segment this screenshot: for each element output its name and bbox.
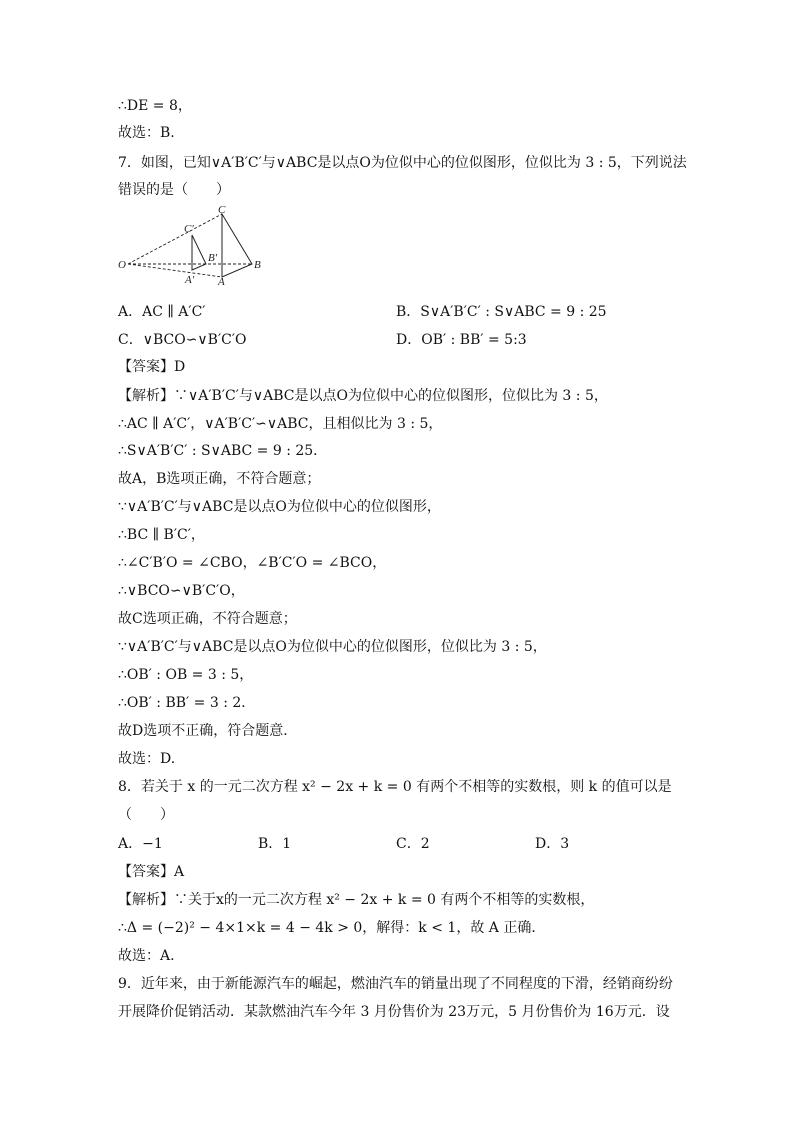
analysis-line: 故D选项不正确，符合题意．: [118, 723, 298, 739]
question-8-stem-cont: （ ）: [118, 807, 174, 823]
analysis-line: ∴∨BCO∽∨B′C′O，: [118, 583, 245, 599]
text-line: ∴DE = 8，: [118, 98, 192, 114]
label-a-prime: A′: [185, 274, 195, 286]
answer-7: 【答案】D: [118, 359, 186, 375]
question-9-stem: 9．近年来，由于新能源汽车的崛起，燃油汽车的销量出现了不同程度的下滑，经销商纷纷: [118, 976, 673, 992]
option-7b: B．S∨A′B′C′ : S∨ABC = 9 : 25: [396, 304, 607, 320]
label-c: C: [218, 204, 226, 216]
analysis-line: ∴∠C′B′O = ∠CBO，∠B′C′O = ∠BCO，: [118, 555, 387, 571]
analysis-line: 故选：D.: [118, 751, 176, 767]
ray-oa: [128, 264, 222, 277]
option-8d: D．3: [535, 836, 570, 852]
label-c-prime: C′: [184, 223, 194, 235]
label-o: O: [118, 259, 126, 271]
analysis-line: 故A，B选项正确，不符合题意；: [118, 471, 321, 487]
analysis-line: ∴AC ∥ A′C′，∨A′B′C′∽∨ABC，且相似比为 3 : 5，: [118, 416, 443, 432]
triangle-abc: [222, 214, 252, 277]
analysis-line: 【解析】∵∨A′B′C′与∨ABC是以点O为位似中心的位似图形，位似比为 3 : 5，: [118, 388, 608, 404]
analysis-line: ∴BC ∥ B′C′，: [118, 527, 205, 543]
analysis-line: 【解析】∵关于x的一元二次方程 x² − 2x + k = 0 有两个不相等的实数根，: [118, 892, 595, 908]
answer-8: 【答案】A: [118, 864, 185, 880]
option-8c: C．2: [396, 836, 430, 852]
analysis-line: ∴Δ = (−2)² − 4×1×k = 4 − 4k > 0，解得：k < 1，故 A 正确．: [118, 920, 546, 936]
option-7a: A．AC ∥ A′C′: [118, 304, 206, 320]
question-7-stem-cont: 错误的是（ ）: [118, 182, 230, 198]
analysis-line: ∴S∨A′B′C′ : S∨ABC = 9 : 25．: [118, 443, 328, 459]
text-line: 故选：B.: [118, 125, 175, 141]
label-a: A: [218, 276, 225, 286]
similar-triangles-figure: [114, 204, 274, 286]
label-b-prime: B′: [208, 252, 218, 264]
analysis-line: ∴OB′ : BB′ = 3 : 2．: [118, 695, 256, 711]
option-7c: C．∨BCO∽∨B′C′O: [118, 332, 247, 348]
analysis-line: ∵∨A′B′C′与∨ABC是以点O为位似中心的位似图形，: [118, 499, 441, 515]
analysis-line: 故选：A.: [118, 948, 175, 964]
analysis-line: 故C选项正确，不符合题意；: [118, 611, 297, 627]
question-7-stem: 7．如图，已知∨A′B′C′与∨ABC是以点O为位似中心的位似图形，位似比为 3 : 5，下列说法: [118, 155, 687, 171]
question-8-stem: 8．若关于 x 的一元二次方程 x² − 2x + k = 0 有两个不相等的实数根，则 k 的值可以是: [118, 779, 672, 795]
triangle-a1b1c1: [192, 235, 206, 270]
option-8b: B．1: [258, 836, 292, 852]
label-b: B: [254, 259, 261, 271]
analysis-line: ∵∨A′B′C′与∨ABC是以点O为位似中心的位似图形，位似比为 3 : 5，: [118, 639, 547, 655]
option-8a: A．−1: [118, 836, 163, 852]
question-9-stem-cont: 开展降价促销活动．某款燃油汽车今年 3 月份售价为 23万元，5 月份售价为 16万元．设: [118, 1004, 670, 1020]
analysis-line: ∴OB′ : OB = 3 : 5，: [118, 667, 254, 683]
option-7d: D．OB′ : BB′ = 5:3: [396, 332, 527, 348]
